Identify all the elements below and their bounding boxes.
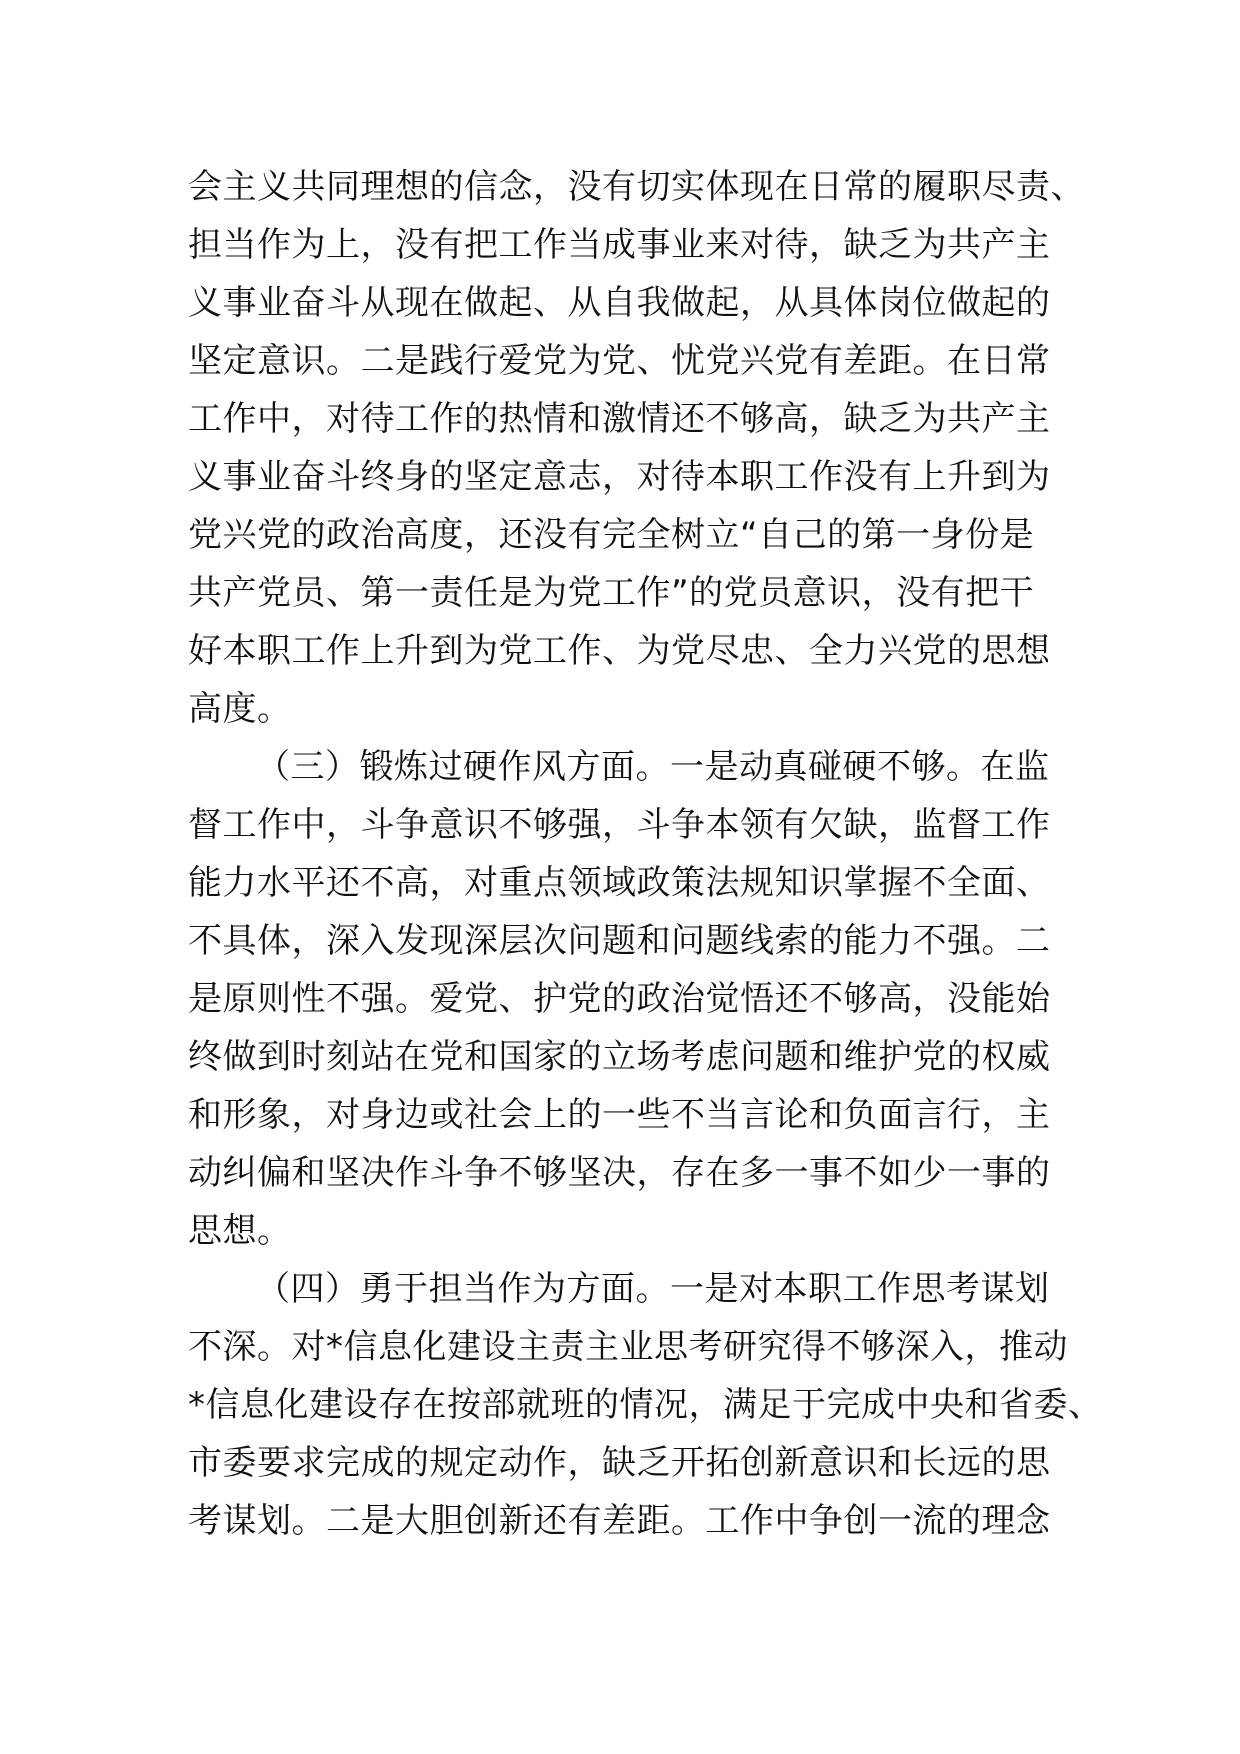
text-line: 动纠偏和坚决作斗争不够坚决，存在多一事不如少一事的 xyxy=(188,1153,1051,1193)
text-line: 是原则性不强。爱党、护党的政治觉悟还不够高，没能始 xyxy=(188,979,1051,1019)
text-line: 坚定意识。二是践行爱党为党、忧党兴党有差距。在日常 xyxy=(188,341,1051,381)
text-line: 好本职工作上升到为党工作、为党尽忠、全力兴党的思想 xyxy=(188,631,1051,671)
text-line: 思想。 xyxy=(188,1211,292,1251)
text-line: 高度。 xyxy=(188,689,292,729)
section-heading-line: （四）勇于担当作为方面。一是对本职工作思考谋划 xyxy=(256,1269,1050,1309)
text-line: 能力水平还不高，对重点领域政策法规知识掌握不全面、 xyxy=(188,863,1051,903)
text-line: 市委要求完成的规定动作，缺乏开拓创新意识和长远的思 xyxy=(188,1443,1051,1483)
text-line: 担当作为上，没有把工作当成事业来对待，缺乏为共产主 xyxy=(188,225,1051,265)
text-line: 义事业奋斗从现在做起、从自我做起，从具体岗位做起的 xyxy=(188,283,1051,323)
text-line: 不深。对*信息化建设主责主业思考研究得不够深入，推动 xyxy=(188,1327,1068,1367)
text-line: 义事业奋斗终身的坚定意志，对待本职工作没有上升到为 xyxy=(188,457,1051,497)
document-body xyxy=(188,158,1103,1550)
text-line: 党兴党的政治高度，还没有完全树立“自己的第一身份是 xyxy=(188,515,1035,555)
text-line: 不具体，深入发现深层次问题和问题线索的能力不强。二 xyxy=(188,921,1051,961)
text-line: 共产党员、第一责任是为党工作”的党员意识，没有把干 xyxy=(188,573,1035,613)
text-line: *信息化建设存在按部就班的情况，满足于完成中央和省委、 xyxy=(188,1385,1103,1425)
text-line: 考谋划。二是大胆创新还有差距。工作中争创一流的理念 xyxy=(188,1501,1051,1541)
text-line: 工作中，对待工作的热情和激情还不够高，缺乏为共产主 xyxy=(188,399,1051,439)
text-line: 会主义共同理想的信念，没有切实体现在日常的履职尽责、 xyxy=(188,167,1085,207)
section-heading-line: （三）锻炼过硬作风方面。一是动真碰硬不够。在监 xyxy=(256,747,1050,787)
text-line: 和形象，对身边或社会上的一些不当言论和负面言行，主 xyxy=(188,1095,1051,1135)
text-line: 终做到时刻站在党和国家的立场考虑问题和维护党的权威 xyxy=(188,1037,1051,1077)
text-line: 督工作中，斗争意识不够强，斗争本领有欠缺，监督工作 xyxy=(188,805,1051,845)
